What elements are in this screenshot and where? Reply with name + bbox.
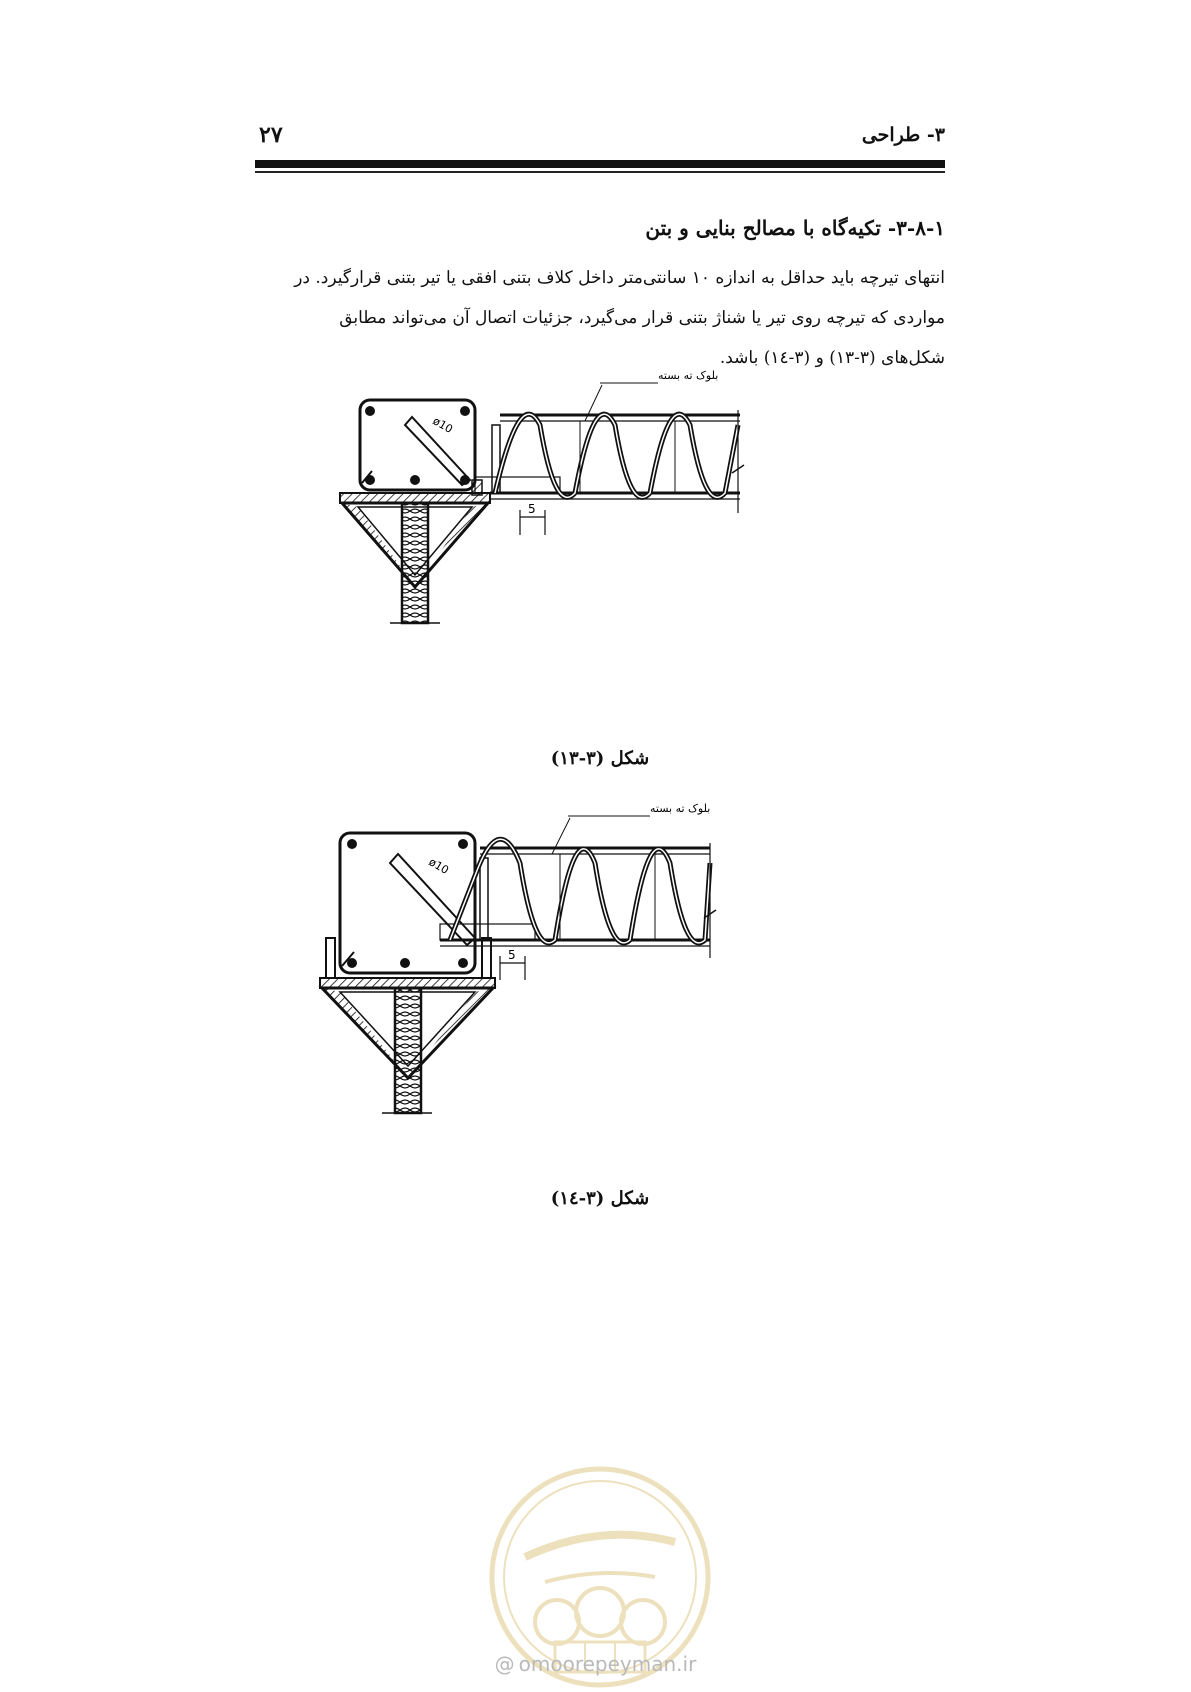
block-label: بلوک ته بسته [650, 802, 711, 815]
joist-support-drawing [340, 369, 810, 685]
paragraph-line: انتهای تیرچه باید حداقل به اندازه ۱۰ سانتی‌متر داخل کلاف بتنی افقی یا تیر بتنی قرارگیرد. در [294, 268, 945, 288]
header-rule-thin [255, 171, 945, 173]
block-label: بلوک ته بسته [658, 369, 719, 382]
figure-14-caption: شکل (۳-۱٤) [550, 1188, 650, 1209]
section-heading: ۳-۸-۱- تکیه‌گاه با مصالح بنایی و بتن [645, 216, 945, 240]
watermark-url [0, 1652, 1191, 1676]
page-number: ۲۷ [259, 122, 283, 148]
paragraph-line: مواردی که تیرچه روی تیر یا شناژ بتنی قرار می‌گیرد، جزئیات اتصال آن می‌تواند مطابق [339, 308, 945, 328]
dimension-label: 5 [528, 502, 536, 516]
joist-support-drawing [320, 802, 790, 1140]
dimension-label: 5 [508, 948, 516, 962]
watermark-site: omoorepeyman.ir [518, 1652, 697, 1676]
watermark-at-symbol: @ [494, 1652, 515, 1676]
body-paragraph [255, 258, 945, 378]
figure-14 [320, 802, 790, 1140]
figure-13-caption: شکل (۳-۱۳) [550, 748, 650, 769]
header-rule-thick [255, 160, 945, 168]
bar-label: ø10 [430, 414, 455, 436]
paragraph-line: شکل‌های (۳-۱۳) و (۳-۱٤) باشد. [719, 348, 945, 368]
page-header [255, 118, 945, 178]
figure-13 [340, 369, 810, 685]
chapter-title: ۳- طراحی [861, 124, 945, 146]
tie-beam-section [340, 833, 475, 973]
bar-label: ø10 [426, 855, 451, 877]
